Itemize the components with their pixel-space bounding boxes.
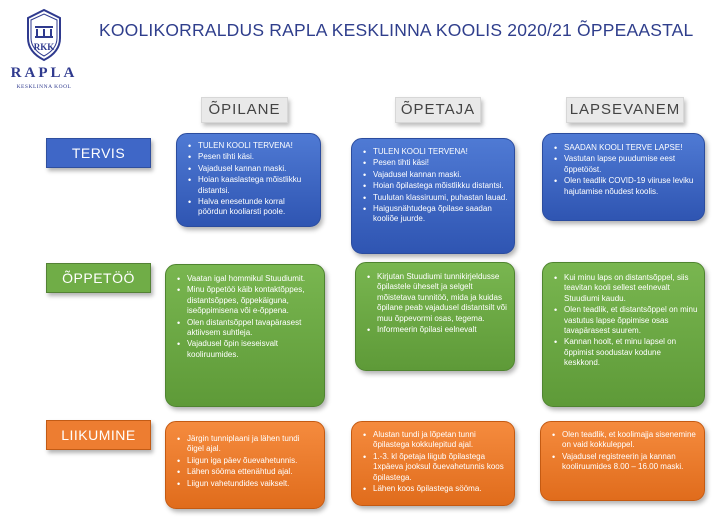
row-label-oppetoo: ÕPPETÖÖ bbox=[46, 263, 151, 293]
card-bullet: • Olen teadlik COVID-19 viiruse leviku hajutamise nõudest koolis. bbox=[564, 176, 698, 197]
card-bullet: • Lähen koos õpilastega sööma. bbox=[373, 484, 508, 494]
row-label-liikumine: LIIKUMINE bbox=[46, 420, 151, 450]
card-bullet: • TULEN KOOLI TERVENA! bbox=[373, 147, 508, 157]
logo-name: RAPLA bbox=[10, 65, 78, 81]
card-bullet: • Halva enesetunde korral pöördun kooliarsti poole. bbox=[198, 197, 314, 218]
card-bullet: • Vajadusel registreerin ja kannan kooliruumides 8.00 – 16.00 maski. bbox=[562, 452, 698, 473]
card-bullet: • Hoian kaaslastega mõistlikku distantsi. bbox=[198, 175, 314, 196]
card-bullet: • Tuulutan klassiruumi, puhastan lauad. bbox=[373, 193, 508, 203]
card-bullet: • Vajadusel kannan maski. bbox=[373, 170, 508, 180]
card-liikumine-opilane bbox=[165, 421, 325, 509]
card-bullet: • Liigun iga päev õuevahetunnis. bbox=[187, 456, 318, 466]
card-bullet: • Informeerin õpilasi eelnevalt bbox=[377, 325, 508, 335]
card-bullet: • TULEN KOOLI TERVENA! bbox=[198, 141, 314, 151]
card-oppetoo-opetaja bbox=[355, 262, 515, 371]
card-bullet: • Kui minu laps on distantsõppel, siis teavitan kooli sellest eelnevalt Stuudiumi kaudu. bbox=[564, 273, 698, 304]
card-bullet: • Lähen sööma ettenähtud ajal. bbox=[187, 467, 318, 477]
school-logo bbox=[9, 8, 79, 100]
card-bullet: • Vajadusel õpin iseseisvalt kooliruumides. bbox=[187, 339, 318, 360]
card-tervis-opetaja bbox=[351, 138, 515, 254]
card-bullet: • 1.-3. kl õpetaja liigub õpilastega 1xpäeva jooksul õuevahetunnis koos õpilastega. bbox=[373, 452, 508, 483]
column-header-opetaja: ÕPETAJA bbox=[395, 97, 481, 123]
column-header-lapsevanem: LAPSEVANEM bbox=[566, 97, 684, 123]
card-oppetoo-opilane bbox=[165, 264, 325, 407]
card-bullet: • Kannan hoolt, et minu lapsel on õppimist soodustav kodune keskkond. bbox=[564, 337, 698, 368]
card-bullet: • Vajadusel kannan maski. bbox=[198, 164, 314, 174]
card-bullet: • Pesen tihti käsi. bbox=[198, 152, 314, 162]
card-liikumine-opetaja bbox=[351, 421, 515, 506]
card-bullet: • Pesen tihti käsi! bbox=[373, 158, 508, 168]
card-bullet: • Järgin tunniplaani ja lähen tundi õigel ajal. bbox=[187, 434, 318, 455]
page-title: KOOLIKORRALDUS RAPLA KESKLINNA KOOLIS 2020/21 ÕPPEAASTAL bbox=[99, 20, 694, 40]
crest-letters: RKK bbox=[33, 42, 55, 52]
row-label-tervis: TERVIS bbox=[46, 138, 151, 168]
card-bullet: • Olen distantsõppel tavapärasest aktiivsem suhtleja. bbox=[187, 318, 318, 339]
card-bullet: • Olen teadlik, et koolimajja sisenemine on vaid kokkuleppel. bbox=[562, 430, 698, 451]
card-liikumine-lapsevanem bbox=[540, 421, 705, 501]
card-tervis-lapsevanem bbox=[542, 133, 705, 221]
card-tervis-opilane bbox=[176, 133, 321, 227]
card-bullet: • Kirjutan Stuudiumi tunnikirjeldusse õpilastele üheselt ja selgelt mõistetava tunnitöö, mida ja kuidas õpilane peab vajadusel distantsilt või muu õppevormi osas, tegema. bbox=[377, 272, 508, 324]
school-crest-icon bbox=[24, 8, 64, 62]
card-bullet: • Haigusnähtudega õpilase saadan kooliõe juurde. bbox=[373, 204, 508, 225]
card-bullet: • Vaatan igal hommikul Stuudiumit. bbox=[187, 274, 318, 284]
card-bullet: • Liigun vahetundides vaikselt. bbox=[187, 479, 318, 489]
card-bullet: • Minu õppetöö käib kontaktõppes, distantsõppes, õppekäiguna, iseõppimisena või e-õppena. bbox=[187, 285, 318, 316]
card-bullet: • Olen teadlik, et distantsõppel on minu vastutus lapse õppimise osas tavapärasest suurem. bbox=[564, 305, 698, 336]
logo-subtitle: KESKLINNA KOOL bbox=[16, 84, 72, 90]
card-bullet: • SAADAN KOOLI TERVE LAPSE! bbox=[564, 143, 698, 153]
column-header-opilane: ÕPILANE bbox=[201, 97, 288, 123]
card-bullet: • Alustan tundi ja lõpetan tunni õpilastega kokkulepitud ajal. bbox=[373, 430, 508, 451]
card-bullet: • Vastutan lapse puudumise eest õppetööst. bbox=[564, 154, 698, 175]
card-oppetoo-lapsevanem bbox=[542, 262, 705, 407]
card-bullet: • Hoian õpilastega mõistlikku distantsi. bbox=[373, 181, 508, 191]
